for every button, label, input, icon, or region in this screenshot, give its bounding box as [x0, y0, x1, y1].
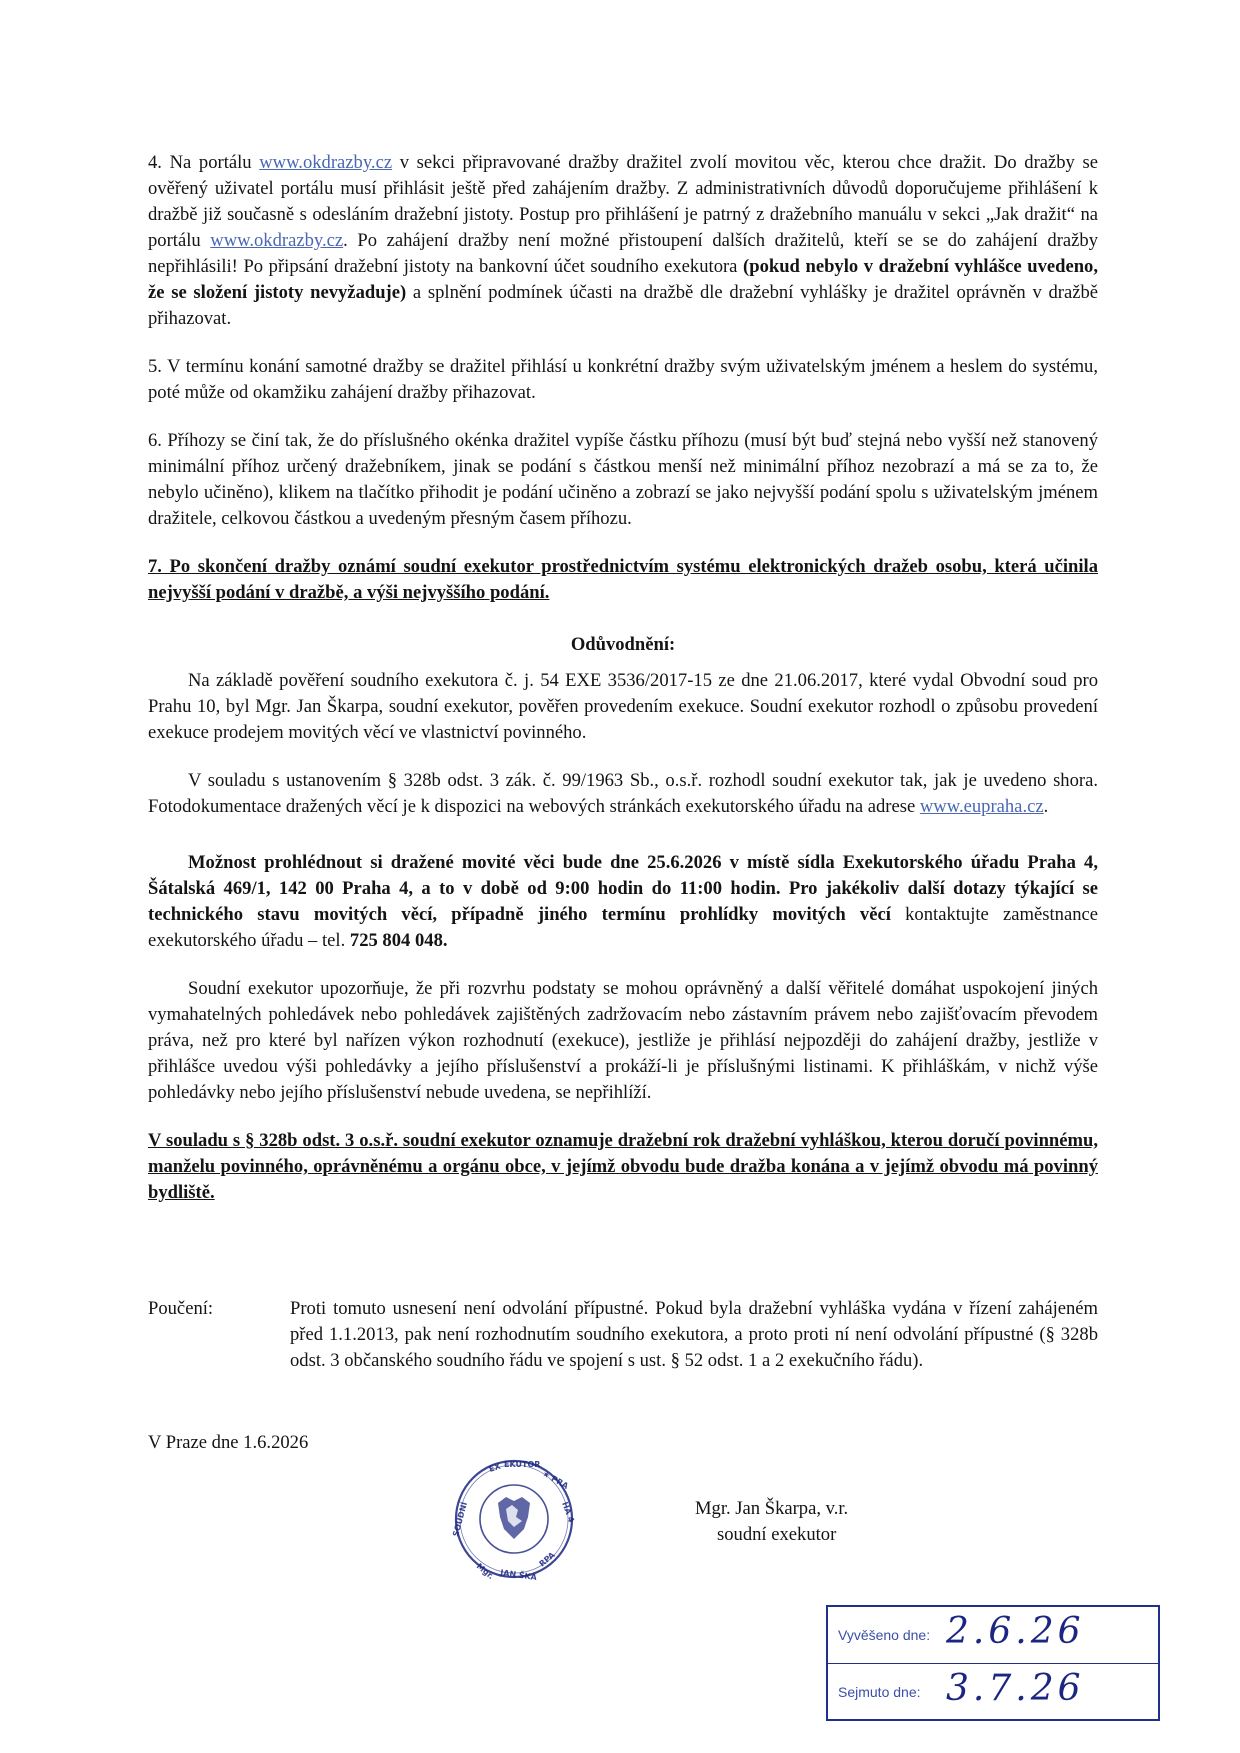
eupraha-link[interactable]: www.eupraha.cz [919, 796, 1044, 817]
section-heading: Odůvodnění: [570, 634, 676, 655]
p4-text2: . Po zahájení dražby není možné přistoupení dalších dražitelů, kteří se se do zahájení dražby nepřihlásili! Po připsání dražební jistoty na bankovní účet soudního exekutora [148, 230, 1098, 277]
p4-prefix: 4. Na portálu [148, 152, 260, 173]
paragraph-6: 6. Příhozy se činí tak, že do příslušného okénka dražitel vypíše částku příhozu (musí být buď stejná nebo vyšší než stanovený minimální příhoz určený dražebníkem, jinak se podání s částkou menší než minimální příhoz nezobrazí a má se za to, že nebylo učiněno), klikem na tlačítko přihodit je podání učiněno a zobrazí se jako nejvyšší podání spolu s uživatelským jménem dražitele, celkovou částkou a uvedeným přesným časem příhozu. [148, 430, 1098, 529]
svg-text:Mgr.: Mgr. [474, 1561, 496, 1582]
signature-block [695, 1496, 848, 1548]
p4-text1: v sekci připravované dražby dražitel zvolí movitou věc, kterou chce dražit. Do dražby se ověřený uživatel portálu musí přihlásit ještě před zahájením dražby. Z administrativních důvodů doporučujeme přihlášení k dražbě již současně s odesláním dražební jistoty. Postup pro přihlášení je patrný z dražebního manuálu v sekci „Jak dražit“ na portálu [148, 152, 1098, 251]
p4-text3: a splnění podmínek účasti na dražbě dle dražební vyhlášky je dražitel oprávněn v dražbě přihazovat. [148, 282, 1098, 329]
svg-text:★ PRA: ★ PRA [541, 1468, 570, 1491]
signature-role: soudní exekutor [717, 1524, 837, 1545]
removed-label: Sejmuto dne: [838, 1684, 921, 1700]
instruction-text: Proti tomuto usnesení není odvolání přípustné. Pokud byla dražební vyhláška vydána v řízení zahájeném před 1.1.2013, pak není rozhodnutím soudního exekutora, a proto proti ní není odvolání přípustné (§ 328b odst. 3 občanského soudního řádu ve spojení s ust. § 52 odst. 1 a 2 exekučního řádu). [290, 1298, 1098, 1371]
posted-row [828, 1607, 1158, 1663]
posted-label: Vyvěšeno dne: [838, 1627, 931, 1643]
posted-value: 2.6.26 [946, 1611, 1085, 1652]
paragraph-5: 5. V termínu konání samotné dražby se dražitel přihlásí u konkrétní dražby svým uživatelským jménem a heslem do systému, poté může od okamžiku zahájení dražby přihazovat. [148, 356, 1098, 403]
okdrazby-link[interactable]: www.okdrazby.cz [259, 152, 393, 173]
signature-name: Mgr. Jan Škarpa, v.r. [695, 1498, 849, 1519]
reasoning-2 [148, 768, 1098, 820]
reasoning-1: Na základě pověření soudního exekutora č. j. 54 EXE 3536/2017-15 ze dne 21.06.2017, které vydal Obvodní soud pro Prahu 10, byl Mgr. Jan Škarpa, soudní exekutor, pověřen provedením exekuce. Soudní exekutor rozhodl o způsobu provedení exekuce prodejem movitých věcí ve vlastnictví povinného. [148, 670, 1098, 743]
removed-row [828, 1663, 1158, 1720]
instruction-label: Poučení: [148, 1298, 214, 1319]
viewing-bold: Možnost prohlédnout si dražené movité věci bude dne 25.6.2026 v místě sídla Exekutorského úřadu Praha 4, Šátalská 469/1, 142 00 Praha 4, a to v době od 9:00 hodin do 11:00 hodin. Pro jakékoliv další dotazy týkající se technického stavu movitých věcí, případně jiného termínu prohlídky movitých věcí [148, 852, 1098, 925]
paragraph-4 [148, 150, 1098, 332]
removed-value: 3.7.26 [946, 1668, 1085, 1709]
viewing-phone: 725 804 048. [349, 930, 448, 951]
document-body [148, 150, 1098, 1228]
svg-text:EKUTOR: EKUTOR [504, 1460, 541, 1469]
svg-text:EX: EX [487, 1461, 502, 1474]
svg-text:JAN ŠKA: JAN ŠKA [499, 1568, 538, 1583]
r2-suffix: . [1043, 796, 1049, 817]
svg-text:SOUDNÍ: SOUDNÍ [451, 1501, 470, 1538]
viewing-paragraph [148, 850, 1098, 954]
paragraph-7: 7. Po skončení dražby oznámí soudní exekutor prostřednictvím systému elektronických dražeb osobu, která učinila nejvyšší podání v dražbě, a výši nejvyššího podání. [148, 556, 1098, 603]
posting-notice-box [826, 1605, 1160, 1721]
okdrazby-link-2[interactable]: www.okdrazby.cz [210, 230, 344, 251]
announcement-paragraph: V souladu s § 328b odst. 3 o.s.ř. soudní exekutor oznamuje dražební rok dražební vyhláškou, kterou doručí povinnému, manželu povinného, oprávněnému a orgánu obce, v jejímž obvodu bude dražba konána a v jejímž obvodu má povinný bydliště. [148, 1130, 1098, 1203]
viewing-normal: kontaktujte zaměstnance exekutorského úřadu – tel. [148, 904, 1098, 951]
creditors-paragraph: Soudní exekutor upozorňuje, že při rozvrhu podstaty se mohou oprávněný a další věřitelé domáhat uspokojení jiných vymahatelných pohledávek nebo pohledávek zajištěných zadržovacím nebo zástavním právem nebo zajišťovacím převodem práva, než pro které byl nařízen výkon rozhodnutí (exekuce), jestliže je přihlásí nejpozději do zahájení dražby, jestliže v přihlášce uvedou výši pohledávky a jejího příslušenství a prokáží-li je příslušnými listinami. K přihláškám, v nichž výše pohledávky nebo jejího příslušenství nebude uvedena, se nepřihlíží. [148, 978, 1098, 1103]
r2-text: V souladu s ustanovením § 328b odst. 3 zák. č. 99/1963 Sb., o.s.ř. rozhodl soudní exekutor tak, jak je uvedeno shora. Fotodokumentace dražených věcí je k dispozici na webových stránkách exekutorského úřadu na adrese [148, 770, 1098, 817]
p4-bold: (pokud nebylo v dražební vyhlášce uvedeno, že se složení jistoty nevyžaduje) [148, 256, 1098, 303]
official-seal-stamp [446, 1455, 582, 1583]
place-date: V Praze dne 1.6.2026 [148, 1432, 309, 1453]
svg-text:RPA: RPA [537, 1550, 557, 1569]
svg-text:HA 4: HA 4 [560, 1500, 576, 1524]
